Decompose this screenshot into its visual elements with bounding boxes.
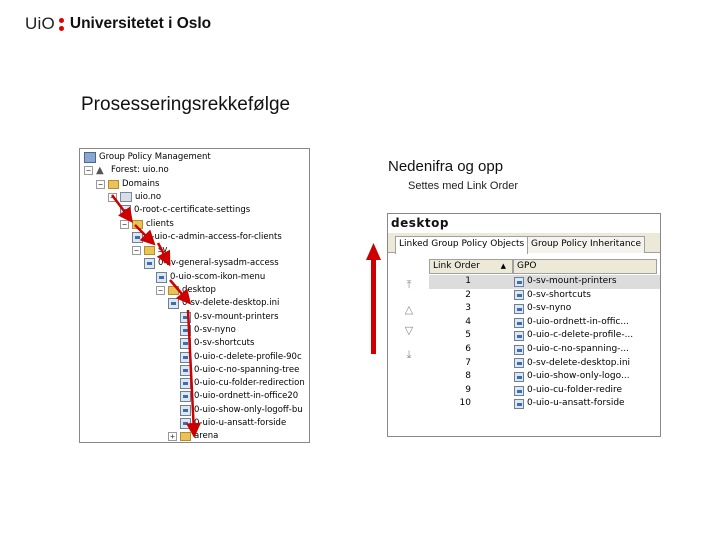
- gpo-icon: [514, 399, 524, 409]
- tree-item-label: 0-sv-nyno: [194, 324, 236, 335]
- tree-item-label: Group Policy Management: [99, 152, 211, 162]
- logo-colon-mark: [59, 18, 64, 31]
- link-order-cell: 4: [465, 316, 471, 327]
- tree-item[interactable]: [132, 231, 282, 244]
- move-down-icon[interactable]: ▽: [404, 325, 414, 337]
- tree-item-label: 0-sv-shortcuts: [194, 338, 255, 349]
- gpo-icon: [120, 205, 131, 216]
- folder-icon: [168, 286, 179, 295]
- link-order-cell: 7: [465, 357, 471, 368]
- tree-item[interactable]: [156, 271, 265, 284]
- gpo-icon: [514, 277, 524, 287]
- gpo-name: 0-uio-cu-folder-redire: [527, 384, 623, 395]
- tree-item-label: uio.no: [135, 191, 162, 202]
- tree-item-label: 0-uio-cu-folder-redirection: [194, 378, 305, 389]
- upward-arrow: [366, 243, 381, 354]
- gpo-name: 0-sv-delete-desktop.ini: [527, 357, 631, 368]
- tree-item[interactable]: [84, 164, 169, 177]
- link-order-cell: 10: [459, 398, 471, 409]
- gpo-icon: [180, 378, 191, 389]
- tree-item[interactable]: [120, 204, 250, 217]
- link-order-cell: 6: [465, 344, 471, 354]
- tree-item[interactable]: [156, 284, 216, 297]
- column-label-link-order: Link Order: [433, 261, 480, 271]
- gpo-icon: [180, 352, 191, 363]
- tree-item[interactable]: [180, 364, 299, 377]
- column-header-gpo[interactable]: [513, 259, 657, 274]
- expand-icon[interactable]: +: [168, 432, 177, 441]
- tree-item[interactable]: [180, 404, 303, 417]
- gpo-name: 0-sv-shortcuts: [527, 289, 591, 300]
- tree-item[interactable]: [180, 324, 236, 337]
- tree-item[interactable]: [144, 257, 279, 270]
- tree-item-label: 0-uio-c-admin-access-for-clients: [146, 231, 282, 242]
- collapse-icon[interactable]: −: [96, 180, 105, 189]
- gpo-cell: [514, 302, 571, 316]
- tree-item-label: desktop: [182, 285, 216, 295]
- gpo-icon: [144, 258, 155, 269]
- gpo-cell: [514, 289, 591, 303]
- gpo-name: 0-sv-nyno: [527, 303, 572, 314]
- tree-item[interactable]: [180, 337, 254, 350]
- gpo-icon: [180, 325, 191, 336]
- tree-item[interactable]: [132, 244, 167, 257]
- tree-item-label: arena: [194, 431, 219, 442]
- forest-icon: ▲: [96, 165, 104, 177]
- link-order-cell: 9: [465, 384, 471, 395]
- gpo-cell: [514, 370, 630, 384]
- gpo-cell: [514, 316, 629, 330]
- gpo-cell: [514, 397, 625, 411]
- gpo-icon: [180, 391, 191, 402]
- gpo-cell: [514, 343, 629, 357]
- gpo-cell: [514, 357, 630, 371]
- tree-item[interactable]: [108, 191, 161, 204]
- folder-icon: [144, 246, 155, 255]
- folder-icon: [108, 180, 119, 189]
- table-row[interactable]: [429, 329, 661, 343]
- table-row[interactable]: [429, 275, 661, 289]
- subtitle-link-order: Settes med Link Order: [408, 180, 519, 192]
- tree-item-label: 0-uio-c-delete-profile-90c: [194, 351, 302, 362]
- gpo-name: 0-uio-ordnett-in-offic...: [527, 316, 629, 327]
- gpo-icon: [514, 358, 524, 368]
- tree-item[interactable]: [84, 151, 211, 164]
- gpo-name: 0-sv-mount-printers: [527, 276, 617, 286]
- gpo-cell: [514, 384, 622, 398]
- logo-name: Universitetet i Oslo: [69, 15, 212, 32]
- tab-linked-gpos[interactable]: Linked Group Policy Objects: [395, 236, 528, 254]
- gpo-icon: [180, 418, 191, 429]
- folder-icon: [132, 220, 143, 229]
- tree-item[interactable]: [168, 430, 218, 443]
- gpo-icon: [514, 290, 524, 300]
- tree-item[interactable]: [180, 390, 298, 403]
- gpo-icon: [514, 304, 524, 314]
- table-row[interactable]: [429, 370, 661, 384]
- tree-item-label: clients: [146, 218, 174, 229]
- tree-item-label: 0-uio-u-ansatt-forside: [194, 418, 287, 428]
- gpo-icon: [156, 272, 167, 283]
- sort-arrow-icon: ▲: [500, 262, 506, 270]
- gpo-cell: [514, 275, 617, 289]
- link-order-cell: 3: [465, 303, 471, 314]
- gpo-name: 0-uio-show-only-logo...: [527, 371, 630, 382]
- move-buttons-sidebar: [388, 254, 429, 437]
- table-row[interactable]: [429, 397, 661, 411]
- table-row[interactable]: [429, 343, 661, 357]
- gpo-icon: [168, 298, 179, 309]
- gpo-icon: [180, 365, 191, 376]
- collapse-icon[interactable]: −: [84, 166, 93, 175]
- table-row[interactable]: [429, 289, 661, 303]
- folder-icon: [180, 432, 191, 441]
- tree-item-label: 0-uio-ordnett-in-office20: [194, 391, 299, 402]
- tree-item-label: sv: [158, 245, 168, 256]
- link-order-cell: 1: [465, 276, 471, 286]
- tree-item[interactable]: [96, 178, 159, 191]
- gpo-icon: [180, 405, 191, 416]
- column-label-gpo: GPO: [517, 261, 537, 271]
- link-order-cell: 8: [465, 371, 471, 382]
- tree-item-label: 0-uio-scom-ikon-menu: [170, 271, 266, 282]
- uio-logo: [25, 14, 211, 34]
- gpo-icon: [514, 386, 524, 396]
- tree-item-label: 0-sv-general-sysadm-access: [158, 258, 279, 269]
- table-row[interactable]: [429, 384, 661, 398]
- ou-title: desktop: [391, 216, 449, 230]
- tree-item[interactable]: [168, 297, 279, 310]
- table-row[interactable]: [429, 357, 661, 371]
- collapse-icon[interactable]: −: [108, 193, 117, 202]
- gpo-icon: [514, 318, 524, 328]
- gpo-icon: [180, 338, 191, 349]
- column-header-link-order[interactable]: [429, 259, 513, 274]
- domain-icon: [120, 192, 132, 202]
- table-row[interactable]: [429, 316, 661, 330]
- tab-inheritance[interactable]: Group Policy Inheritance: [527, 236, 645, 253]
- gpo-icon: [132, 232, 143, 243]
- tree-item[interactable]: [180, 377, 305, 390]
- link-order-grid: [429, 259, 661, 437]
- gpm-tree-panel: [79, 148, 310, 443]
- gpo-icon: [514, 331, 524, 341]
- slide-title: Prosesseringsrekkefølge: [81, 94, 291, 115]
- move-up-icon[interactable]: △: [404, 304, 414, 316]
- gpo-cell: [514, 329, 633, 343]
- subtitle-bottom-up: Nedenifra og opp: [388, 158, 504, 175]
- tree-item[interactable]: [180, 417, 286, 430]
- gpo-icon: [180, 312, 191, 323]
- tree-item-label: 0-uio-c-no-spanning-tree: [194, 364, 300, 375]
- tree-item-label: 0-root-c-certificate-settings: [134, 205, 251, 216]
- link-order-cell: 5: [465, 330, 471, 341]
- link-order-cell: 2: [465, 289, 471, 300]
- tree-item[interactable]: [180, 311, 279, 324]
- tree-item-label: 0-sv-delete-desktop.ini: [182, 298, 280, 309]
- collapse-icon[interactable]: −: [120, 220, 129, 229]
- tree-item[interactable]: [180, 351, 302, 364]
- tree-item-label: 0-uio-show-only-logoff-bu: [194, 404, 303, 415]
- link-order-panel: [387, 213, 661, 437]
- collapse-icon[interactable]: −: [156, 286, 165, 295]
- gpo-icon: [514, 372, 524, 382]
- move-bottom-icon[interactable]: ⤓: [406, 349, 412, 361]
- logo-short: UiO: [25, 14, 55, 33]
- table-row[interactable]: [429, 302, 661, 316]
- gpo-icon: [514, 345, 524, 355]
- tree-item-label: Domains: [122, 178, 160, 189]
- tree-item[interactable]: [120, 218, 174, 231]
- gpo-name: 0-uio-u-ansatt-forside: [527, 398, 625, 409]
- gpo-name: 0-uio-c-no-spanning-...: [527, 344, 629, 354]
- gpm-icon: [84, 152, 96, 163]
- collapse-icon[interactable]: −: [132, 246, 141, 255]
- tree-item-label: Forest: uio.no: [111, 165, 169, 176]
- gpo-name: 0-uio-c-delete-profile-...: [527, 330, 634, 341]
- move-top-icon[interactable]: ⤒: [406, 279, 412, 291]
- tree-item-label: 0-sv-mount-printers: [194, 311, 279, 322]
